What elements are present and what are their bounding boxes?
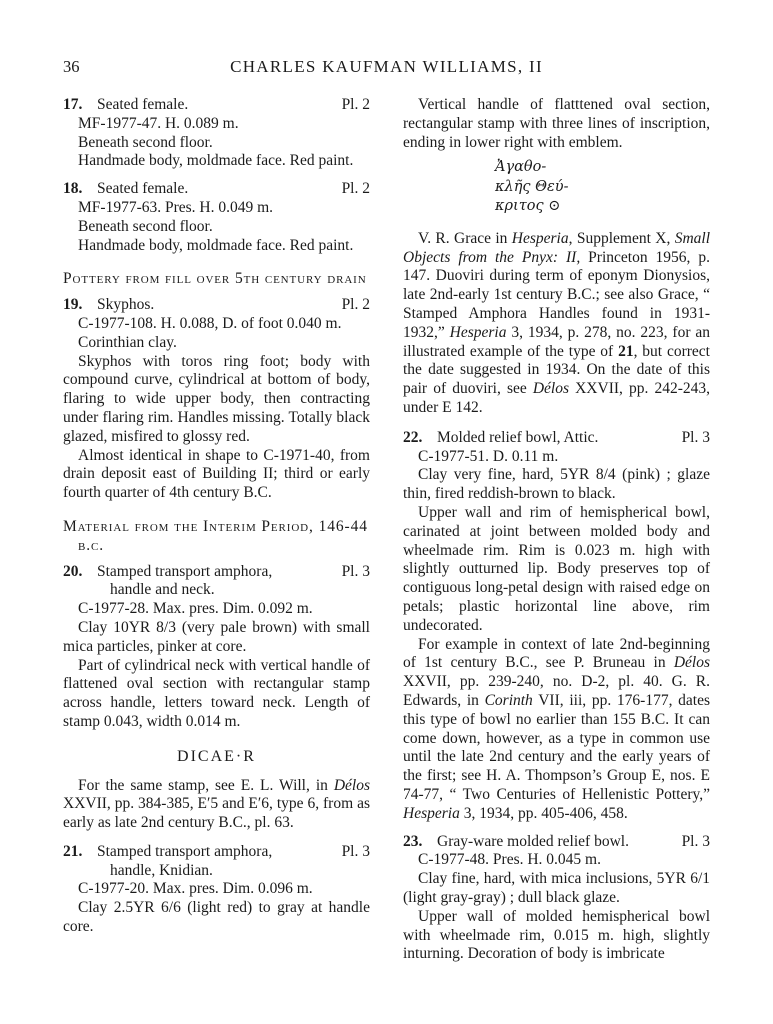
catalog-entry-17	[63, 96, 370, 171]
entry-description: Upper wall of molded hemispherical bowl with wheelmade rim, 0.015 m. high, slightly inturning. Decoration of body is imbricate	[403, 907, 710, 963]
entry-commentary: For example in context of late 2nd-beginning of 1st century B.C., see P. Bruneau in Délos XXVII, pp. 239-240, no. D-2, pl. 40. G. R. Edwards, in Corinth VII, iii, pp. 176-177, dates this type of bowl no earlier than 155 B.C. It can come down, however, as a type in common use until the late 2nd century and the early years of the first; see H. A. Thompson’s Group E, nos. E 74-77, “ Two Centuries of Hellenistic Pottery,” Hesperia 3, 1934, pp. 405-406, 458.	[403, 635, 710, 822]
greek-line-with-emblem-icon: κριτος ⊙	[495, 198, 561, 215]
plate-reference: Pl. 3	[681, 832, 710, 850]
entry-head	[403, 429, 710, 448]
entry-data-line: C-1977-48. Pres. H. 0.045 m.	[418, 851, 601, 869]
entry-description: Skyphos with toros ring foot; body with compound curve, cylindrical at bottom of body, flaring to wide upper body, then contracting under flaring rim. Handles missing. Totally black glazed, misfired to glossy red.	[63, 352, 370, 445]
entry-data-line: Handmade body, moldmade face. Red paint.	[78, 236, 354, 254]
entry-head	[63, 96, 370, 115]
plate-reference: Pl. 2	[341, 96, 370, 113]
catalog-entry-18	[63, 180, 370, 255]
entry-data-line: Beneath second floor.	[78, 133, 213, 151]
entry-title: Stamped transport amphora,	[97, 842, 273, 860]
right-column	[403, 96, 710, 973]
entry-data-line: C-1977-108. H. 0.088, D. of foot 0.040 m.	[78, 314, 342, 332]
entry-number: 21.	[63, 842, 83, 860]
entry-head	[63, 180, 370, 199]
entry-data-line: Corinthian clay.	[78, 333, 177, 351]
entry-number: 19.	[63, 296, 83, 314]
entry-head	[63, 843, 370, 862]
entry-commentary: Almost identical in shape to C-1971-40, from drain deposit east of Building II; third or early fourth quarter of 4th century B.C.	[63, 446, 370, 502]
entry-data-line: MF-1977-63. Pres. H. 0.049 m.	[78, 198, 274, 216]
entry-title: Seated female.	[97, 180, 189, 198]
section-heading-pottery: Pottery from fill over 5th century drain	[63, 270, 367, 288]
entry-title: Gray-ware molded relief bowl.	[437, 832, 629, 850]
grace-commentary: V. R. Grace in Hesperia, Supplement X, Small Objects from the Pnyx: II, Princeton 1956, p. 147. Duoviri during term of eponym Dionysios, late 2nd-early 1st century B.C.; see also Grace, “ Stamped Amphora Handles found in 1931-1932,” Hesperia 3, 1934, p. 278, no. 223, for an illustrated example of the type of 21, but correct the date suggested in 1934. On the date of this pair of duoviri, see Délos XXVII, pp. 242-243, under E 142.	[403, 229, 711, 417]
greek-line: Ἀγαθο-	[495, 159, 547, 176]
greek-line: κλῆς Θεύ-	[495, 178, 569, 195]
entry-data-line: C-1977-20. Max. pres. Dim. 0.096 m.	[78, 880, 313, 898]
entry-data-line: Handmade body, moldmade face. Red paint.	[78, 152, 354, 170]
catalog-entry-19	[63, 296, 370, 503]
catalog-entry-23	[403, 833, 710, 965]
entry-description: Upper wall and rim of hemispherical bowl, carinated at joint between molded body and wheelmade rim. Rim is 0.023 m. high with slightly outturned lip. Body preserves top of contiguous long-petal design with raised edge on petals; plastic horizontal line above, rim undecorated.	[403, 504, 710, 634]
plate-reference: Pl. 2	[341, 296, 370, 314]
entry-number: 17.	[63, 96, 83, 113]
plate-reference: Pl. 2	[341, 180, 370, 198]
entry-clay-description: Clay 2.5YR 6/6 (light red) to gray at handle core.	[63, 899, 370, 936]
entry-clay-description: Clay 10YR 8/3 (very pale brown) with small mica particles, pinker at core.	[63, 618, 370, 655]
entry-data-line: MF-1977-47. H. 0.089 m.	[78, 114, 239, 132]
entry-clay-description: Clay fine, hard, with mica inclusions, 5YR 6/1 (light gray-gray) ; dull black glaze.	[403, 870, 710, 906]
plate-reference: Pl. 3	[341, 562, 370, 580]
entry-number: 22.	[403, 428, 423, 446]
entry-21-continuation: Vertical handle of flatttened oval section, rectangular stamp with three lines of inscription, ending in lower right with emblem.	[403, 96, 710, 151]
plate-reference: Pl. 3	[341, 842, 370, 860]
entry-data-line: C-1977-51. D. 0.11 m.	[418, 447, 559, 465]
page-header	[0, 0, 773, 79]
running-title: CHARLES KAUFMAN WILLIAMS, II	[230, 57, 543, 76]
entry-head	[63, 296, 370, 315]
catalog-entry-21	[63, 843, 370, 937]
entry-number: 23.	[403, 832, 423, 850]
plate-reference: Pl. 3	[681, 428, 710, 446]
greek-inscription	[495, 158, 710, 217]
section-heading-interim: Material from the Interim Period, 146-44 b.c.	[63, 517, 368, 554]
entry-title-line2: handle and neck.	[110, 581, 215, 599]
stamp-reading: DICAE·R	[177, 747, 256, 765]
catalog-entry-20	[63, 563, 370, 732]
catalog-entry-22	[403, 429, 710, 824]
entry-title: Seated female.	[97, 96, 189, 113]
page-number: 36	[63, 57, 80, 76]
entry-data-line: Beneath second floor.	[78, 217, 213, 235]
entry-title: Skyphos.	[97, 296, 155, 314]
stamp-commentary: For the same stamp, see E. L. Will, in Délos XXVII, pp. 384-385, E′5 and E′6, type 6, from as early as late 2nd century B.C., pl. 63.	[63, 776, 370, 832]
entry-head	[63, 563, 370, 582]
entry-clay-description: Clay very fine, hard, 5YR 8/4 (pink) ; glaze thin, fired reddish-brown to black.	[403, 466, 710, 503]
entry-description: Part of cylindrical neck with vertical handle of flattened oval section with rectangular stamp across handle, letters toward neck. Length of stamp 0.043, width 0.014 m.	[63, 656, 370, 730]
entry-head	[403, 833, 710, 852]
two-column-body	[0, 96, 773, 973]
left-column	[63, 96, 370, 973]
entry-title: Stamped transport amphora,	[97, 562, 273, 580]
entry-number: 20.	[63, 562, 83, 580]
entry-title: Molded relief bowl, Attic.	[437, 428, 599, 446]
entry-data-line: C-1977-28. Max. pres. Dim. 0.092 m.	[78, 600, 313, 618]
entry-number: 18.	[63, 180, 83, 198]
entry-title-line2: handle, Knidian.	[110, 861, 213, 879]
